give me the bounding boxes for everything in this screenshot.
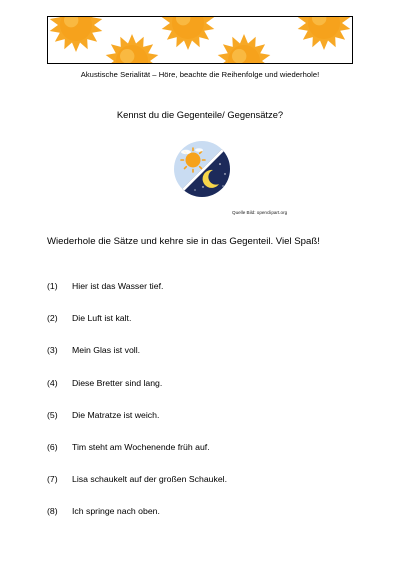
item-number: (6) [47,441,58,452]
item-text: Die Luft ist kalt. [72,313,132,324]
item-number: (4) [47,377,58,388]
item-number: (1) [47,281,58,291]
item-number: (3) [47,345,58,356]
item-text: Die Matratze ist weich. [72,409,160,420]
day-night-illustration [173,140,231,198]
sun-icon [162,17,215,50]
sun-banner [47,16,353,64]
item-number: (8) [47,506,58,517]
item-text: Mein Glas ist voll. [72,345,141,356]
item-text: Hier ist das Wasser tief. [72,281,164,291]
sun-icon [50,17,103,52]
item-text: Ich springe nach oben. [72,506,160,517]
image-credit: Quelle Bild: openclipart.org [232,210,288,215]
item-text: Lisa schaukelt auf der großen Schaukel. [72,474,228,485]
item-text: Tim steht am Wochenende früh auf. [72,441,210,452]
instruction-text: Wiederhole die Sätze und kehre sie in das Gegenteil. Viel Spaß! [47,236,320,247]
sun-icon [106,34,159,64]
item-number: (7) [47,474,58,485]
item-text: Diese Bretter sind lang. [72,377,163,388]
day-night-icon [173,140,231,198]
sun-icon [298,17,351,50]
sun-icon [218,34,271,64]
item-number: (5) [47,409,58,420]
sun-icon [48,17,353,64]
worksheet-question: Kennst du die Gegenteile/ Gegensätze? [116,109,284,120]
worksheet-subtitle: Akustische Serialität – Höre, beachte die Reihenfolge und wiederhole! [80,70,320,79]
item-number: (2) [47,313,58,324]
